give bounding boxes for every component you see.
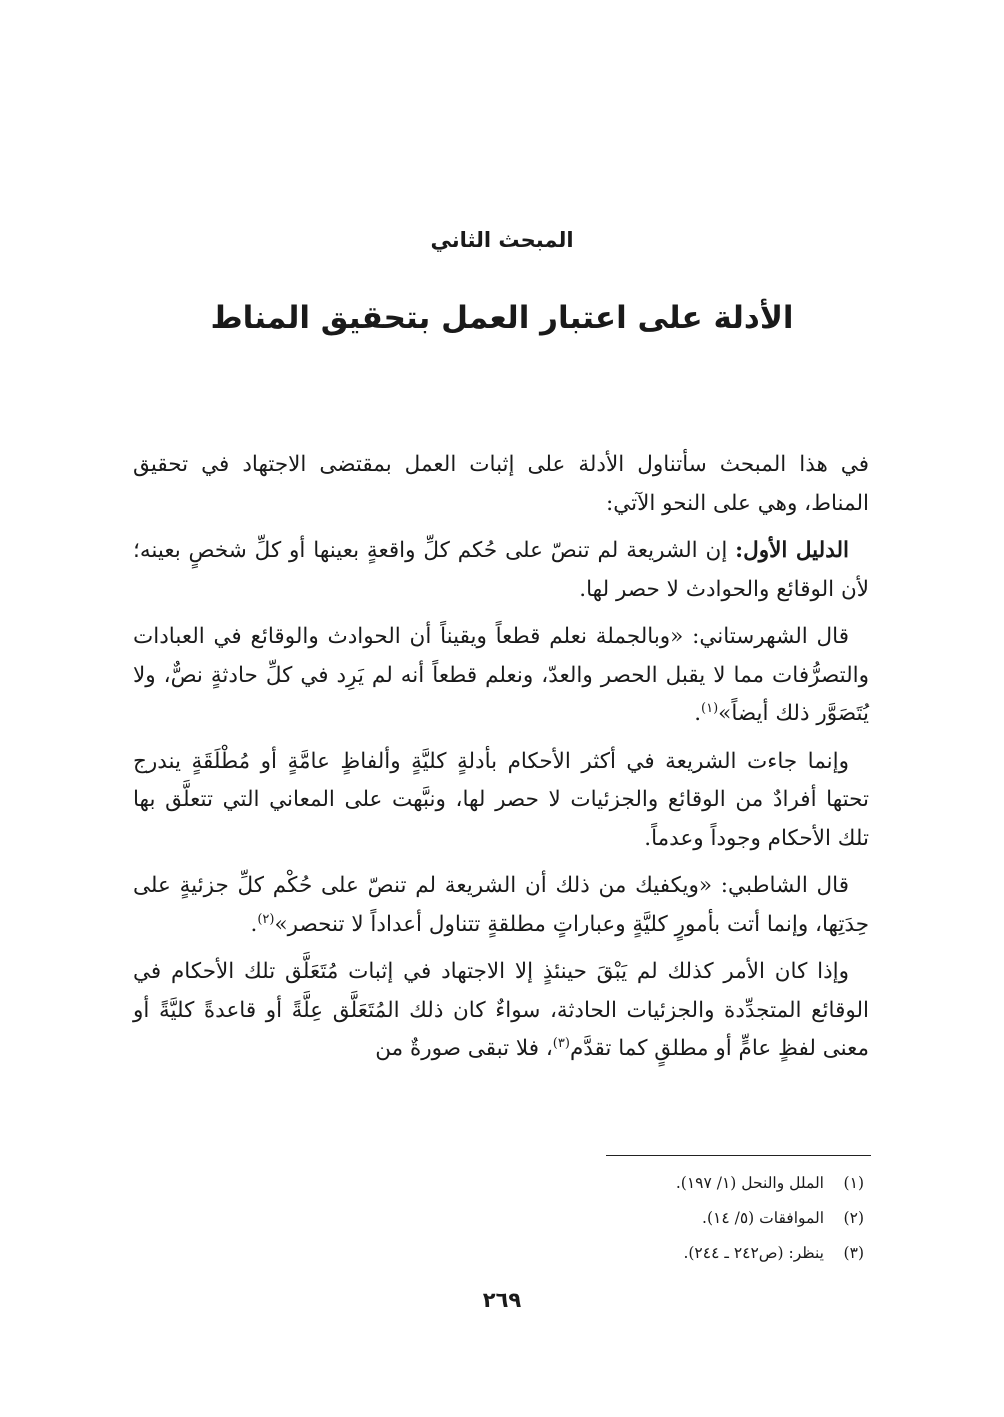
footnote-item [264, 1236, 864, 1271]
ijtihad-conclusion-end: ، فلا تبقى صورةٌ من [375, 1036, 553, 1061]
footnote-item [264, 1201, 864, 1236]
body-text [133, 446, 869, 1078]
ijtihad-conclusion-paragraph [133, 953, 869, 1069]
chapter-title: الأدلة على اعتبار العمل بتحقيق المناط [210, 300, 794, 336]
evidence-one-paragraph [133, 532, 869, 609]
evidence-one-text: إن الشريعة لم تنصّ على حُكم كلِّ واقعةٍ بعينها أو كلِّ شخصٍ بعينه؛ لأن الوقائع والحوادث لا حصر لها. [133, 538, 869, 602]
ijtihad-conclusion-text: وإذا كان الأمر كذلك لم يَبْقَ حينئذٍ إلا الاجتهاد في إثبات مُتَعَلَّق تلك الأحكام في الوقائع المتجدِّدة والجزئيات الحادثة، سواءٌ كان ذلك المُتَعَلَّق عِلَّةً أو قاعدةً كليَّةً أو معنى لفظٍ عامٍّ أو مطلقٍ كما تقدَّم [133, 959, 869, 1061]
shatibi-quote-paragraph [133, 867, 869, 944]
footnote-text: ينظر: (ص٢٤٢ ـ ٢٤٤). [683, 1244, 824, 1262]
general-evidence-paragraph: وإنما جاءت الشريعة في أكثر الأحكام بأدلةٍ كليَّةٍ وألفاظٍ عامَّةٍ أو مُطْلَقَةٍ يندرج تحتها أفرادٌ من الوقائع والجزئيات لا حصر لها، ونبَّهت على المعاني التي تتعلَّق بها تلك الأحكام وجوداً وعدماً. [133, 748, 869, 851]
footnotes [264, 1166, 864, 1271]
footnote-number: (٢) [843, 1209, 864, 1227]
footnote-text: الموافقات (٥/ ١٤). [702, 1209, 824, 1227]
footnote-ref-2: (٢) [257, 911, 275, 927]
intro-paragraph: في هذا المبحث سأتناول الأدلة على إثبات العمل بمقتضى الاجتهاد في تحقيق المناط، وهي على النحو الآتي: [133, 452, 869, 516]
footnote-item [264, 1166, 864, 1201]
shatibi-quote-end: . [250, 911, 258, 937]
footnote-ref-3: (٣) [552, 1035, 570, 1051]
section-label: المبحث الثاني [430, 228, 574, 252]
shahrastani-quote-end: . [694, 701, 702, 726]
footnote-ref-1: (١) [701, 700, 719, 716]
page-number: ٢٦٩ [482, 1288, 522, 1312]
shahrastani-quote-text: قال الشهرستاني: «وبالجملة نعلم قطعاً ويقيناً أن الحوادث والوقائع في العبادات والتصرُّفات مما لا يقبل الحصر والعدّ، ونعلم قطعاً أنه لم يَرِد في كلِّ حادثةٍ نصٌّ، ولا يُتَصَوَّر ذلك أيضاً» [133, 624, 869, 726]
shatibi-quote-text: قال الشاطبي: «ويكفيك من ذلك أن الشريعة لم تنصّ على حُكْم كلِّ جزئيةٍ على حِدَتِها، وإنما أتت بأمورٍ كليَّةٍ وعباراتٍ مطلقةٍ تتناول أعداداً لا تنحصر» [133, 873, 869, 937]
shahrastani-quote-paragraph [133, 618, 869, 734]
footnote-divider [606, 1155, 871, 1156]
footnote-text: الملل والنحل (١/ ١٩٧). [675, 1174, 824, 1192]
evidence-lead-term: الدليل الأول: [735, 538, 849, 563]
footnote-number: (١) [843, 1174, 864, 1192]
footnote-number: (٣) [843, 1244, 864, 1262]
